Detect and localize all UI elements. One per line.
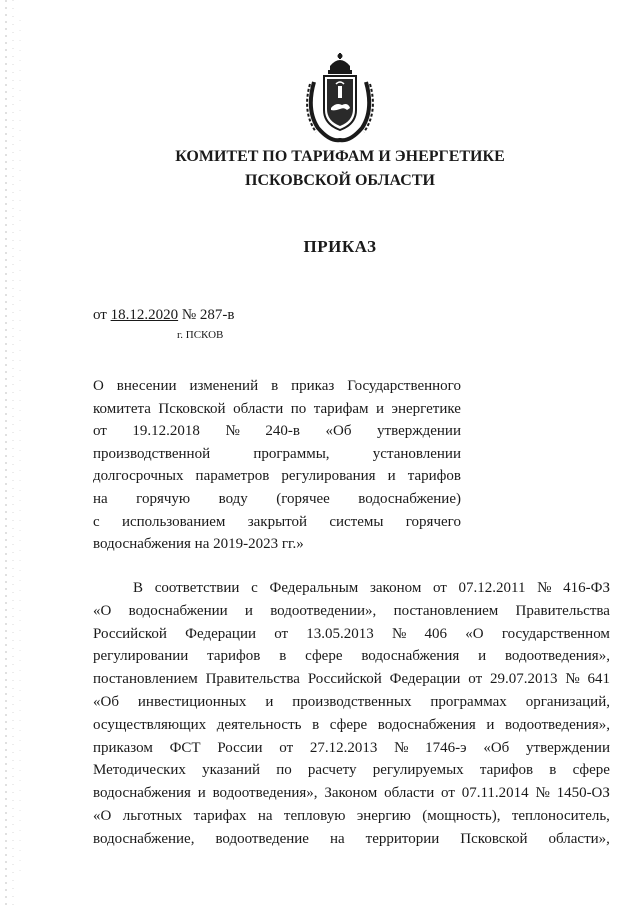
body-line: водоснабжения и водоотведения», Законом области от 07.11.2014 № 1450-ОЗ <box>93 785 610 802</box>
order-date: 18.12.2020 <box>110 307 179 323</box>
subject-line: О внесении изменений в приказ Государственного <box>93 378 461 394</box>
body-line: «О водоснабжении и водоотведении», постановлением Правительства <box>93 602 610 619</box>
order-subject <box>93 375 461 556</box>
body-line: приказом ФСТ России от 27.12.2013 № 1746-э «Об утверждении <box>93 739 610 756</box>
order-body <box>93 577 610 851</box>
body-line: В соответствии с Федеральным законом от 07.12.2011 № 416-ФЗ <box>133 580 610 596</box>
body-line: регулировании тарифов в сфере водоснабжения и водоотведения», <box>93 648 610 665</box>
subject-line: от 19.12.2018 № 240-в «Об утверждении <box>93 423 461 440</box>
body-line: Российской Федерации от 13.05.2013 № 406 «О государственном <box>93 625 610 642</box>
order-city: г. ПСКОВ <box>177 329 224 341</box>
subject-line: водоснабжения на 2019-2023 гг.» <box>93 536 304 553</box>
subject-line: производственной программы, установлении <box>93 445 461 462</box>
organization-title-line-1: КОМИТЕТ ПО ТАРИФАМ И ЭНЕРГЕТИКЕ <box>175 148 505 165</box>
organization-title-line-2: ПСКОВСКОЙ ОБЛАСТИ <box>245 172 435 189</box>
body-line: водоснабжение, водоотведение на территории Псковской области», <box>93 830 610 847</box>
organization-title <box>140 145 540 193</box>
scan-margin-artifacts <box>0 0 28 905</box>
document-type: ПРИКАЗ <box>303 237 377 256</box>
order-number: № 287-в <box>181 307 235 323</box>
subject-line: комитета Псковской области по тарифам и энергетике <box>93 400 461 417</box>
body-line: «Об инвестиционных и производственных программах организаций, <box>93 693 610 710</box>
subject-line: с использованием закрытой системы горячего <box>93 513 461 530</box>
subject-line: долгосрочных параметров регулирования и тарифов <box>93 468 461 485</box>
body-line: постановлением Правительства Российской Федерации от 29.07.2013 № 641 <box>93 671 610 688</box>
body-line: Методических указаний по расчету регулируемых тарифов в сфере <box>93 762 610 779</box>
order-details <box>93 307 235 324</box>
body-line: «О льготных тарифах на тепловую энергию (мощность), теплоноситель, <box>93 807 610 824</box>
order-prefix: от <box>93 307 107 323</box>
subject-line: на горячую воду (горячее водоснабжение) <box>93 490 461 507</box>
coat-of-arms-icon <box>300 52 380 144</box>
body-line: осуществляющих деятельность в сфере водоснабжения и водоотведения», <box>93 716 610 733</box>
